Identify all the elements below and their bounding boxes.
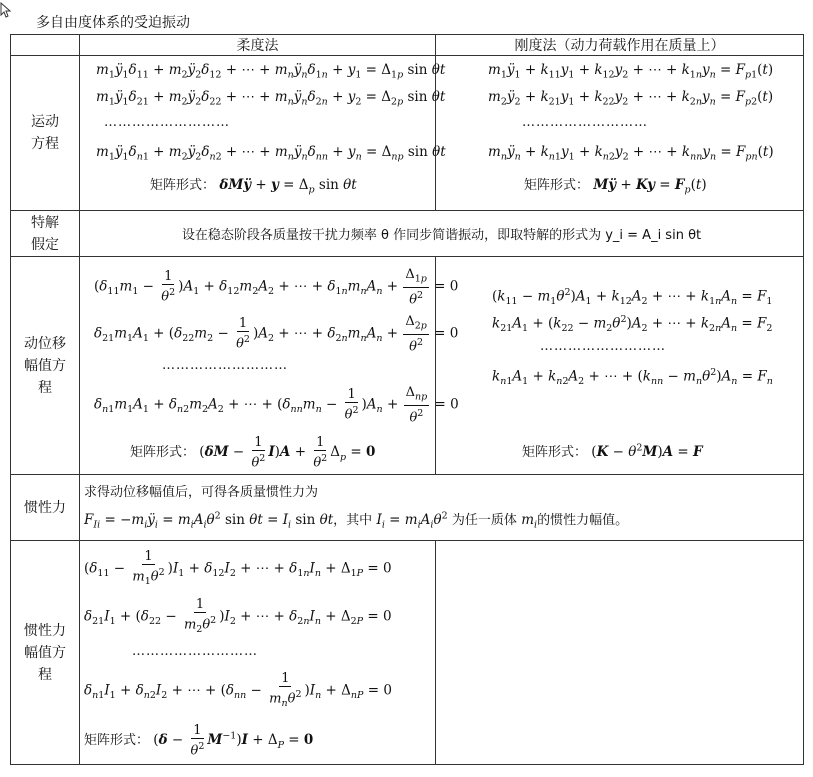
inertia-text-line2: $F_{Ii}$ = $-m_iÿ_i = m_iA_i\theta^2$ $\sin \theta t = I_i$ sin θt，其中 $I_i = m_iA_i\theta^2$ 为任一质体 $m_i$的惯性力幅值。 <box>84 510 629 531</box>
inertia-text-line1: 求得动位移幅值后，可得各质量惯性力为 <box>84 485 319 500</box>
stiff-motion-eq-n: $m_nÿ_n + k_{n1}y_1 + k_{n2}y_2$ + ⋯ + $k_{nn}y_n = F_{pn}(t)$ <box>488 144 774 163</box>
stiff-amp-eq-2: $k_{21}A_1 + (k_{22} - m_2\theta^2)A_2$ + ⋯ + $k_{2n}A_n = F_2$ <box>492 314 773 335</box>
stiff-amp-matrix: 矩阵形式： $(K - \theta^2M)A = F$ <box>522 442 703 460</box>
stiff-motion-cell <box>436 56 804 211</box>
flex-amplitude-cell <box>80 257 459 475</box>
rowhead-motion-eq-label: 运动方程 <box>31 114 59 152</box>
inertia-force-cell <box>80 475 804 541</box>
mouse-cursor-icon <box>0 2 12 18</box>
flex-inertia-eq-n: $\delta_{n1}I_1 + \delta_{n2}I_2$ + ⋯ + ($\delta_{nn}$ − $\frac{1}{m_n\theta^2}$ )$I_n + \Delta_{nP} = 0$ <box>84 671 392 709</box>
flex-motion-matrix: 矩阵形式： δMÿ + $y = \Delta_p$ sin θt <box>150 177 357 196</box>
page-title: 多自由度体系的受迫振动 <box>36 15 190 31</box>
stiff-motion-dots: ……………………… <box>522 115 648 130</box>
corner-cell <box>11 35 80 56</box>
rowhead-amplitude-eq <box>11 257 80 475</box>
flex-inertia-eq-1: ($\delta_{11}$ − $\frac{1}{m_1\theta^2}$ )$I_1 + \delta_{12}I_2$ + ⋯ + $\delta_{1n}I_n + \Delta_{1P} = 0$ <box>84 549 392 587</box>
stiff-motion-matrix: 矩阵形式： Mÿ + $Ky = F_p(t)$ <box>524 177 707 196</box>
stiff-amplitude-cell <box>436 257 804 475</box>
flex-amp-eq-1: ($\delta_{11}m_1$ − $\frac{1}{\theta^2}$ )$A_1 + \delta_{12}m_2A_2$ + ⋯ + $\delta_{1n}m_nA_n$ + $\frac{\Delta_{1p}}{\theta^2}$ = 0 <box>94 267 459 307</box>
flex-motion-eq-n: $m_1ÿ_1\delta_{n1}$ + $m_2ÿ_2\delta_{n2}$ + ⋯ + $m_nÿ_n\delta_{nn} + y_n = \Delta_{np}$ sin θt <box>96 144 446 163</box>
flex-inertia-amp-cell <box>80 541 436 765</box>
flex-amp-matrix: 矩阵形式： (δM − $\frac{1}{\theta^2}$ I)A + $\frac{1}{\theta^2}$ $\Delta_p = 0$ <box>130 435 376 471</box>
rowhead-inertia-force-label: 惯性力 <box>24 499 66 516</box>
rowhead-special-solution <box>11 211 80 257</box>
rowhead-inertia-amplitude-eq <box>11 541 80 765</box>
rowhead-amplitude-eq-label: 动位移幅值方程 <box>24 335 66 396</box>
special-solution-cell <box>80 211 804 257</box>
stiff-inertia-amp-cell-empty <box>436 541 804 765</box>
rowhead-special-solution-label: 特解假定 <box>31 214 59 253</box>
flex-inertia-eq-2: $\delta_{21}I_1 + (\delta_{22}$ − $\frac{1}{m_2\theta^2}$ )$I_2$ + ⋯ + $\delta_{2n}I_n + \Delta_{2P} = 0$ <box>84 597 392 635</box>
stiff-motion-eq-2: $m_2ÿ_2 + k_{21}y_1 + k_{22}y_2$ + ⋯ + $k_{2n}y_n = F_{p2}(t)$ <box>488 89 774 108</box>
flex-motion-cell <box>80 56 446 211</box>
matrix-form-label: 矩阵形式： <box>522 445 588 460</box>
matrix-form-label: 矩阵形式： <box>130 445 196 461</box>
flex-amp-eq-n: $\delta_{n1}m_1A_1 + \delta_{n2}m_2A_2$ + ⋯ + ($\delta_{nn}m_n$ − $\frac{1}{\theta^2}$ )$A_n$ + $\frac{\Delta_{np}}{\theta^2}$ = 0 <box>94 385 459 425</box>
flex-motion-eq-2: $m_1ÿ_1\delta_{21}$ + $m_2ÿ_2\delta_{22}$ + ⋯ + $m_nÿ_n\delta_{2n} + y_2 = \Delta_{2p}$ sin θt <box>96 89 446 108</box>
inertia-text-end: 为任一质体 <box>451 513 517 528</box>
flex-amp-eq-2: $\delta_{21}m_1A_1 + (\delta_{22}m_2$ − $\frac{1}{\theta^2}$ )$A_2$ + ⋯ + $\delta_{2n}m_nA_n$ + $\frac{\Delta_{2p}}{\theta^2}$ = 0 <box>94 314 459 354</box>
rowhead-motion-eq <box>11 56 80 211</box>
matrix-form-label: 矩阵形式： <box>524 178 590 193</box>
header-stiffness: 刚度法（动力荷载作用在质量上） <box>436 35 804 56</box>
forced-vibration-table <box>10 34 804 765</box>
header-flexibility: 柔度法 <box>80 35 436 56</box>
flex-inertia-matrix: 矩阵形式： (δ − $\frac{1}{\theta^2}$ $M^{-1})I + \Delta_P = 0$ <box>84 723 314 759</box>
stiff-amp-eq-n: $k_{n1}A_1 + k_{n2}A_2$ + ⋯ + $(k_{nn} - m_n\theta^2)A_n = F_n$ <box>492 367 773 388</box>
matrix-form-label: 矩阵形式： <box>84 733 150 749</box>
flex-motion-eq-1: $m_1ÿ_1\delta_{11}$ + $m_2ÿ_2\delta_{12}$ + ⋯ + $m_nÿ_n\delta_{1n} + y_1 = \Delta_{1p}$ sin θt <box>96 62 446 81</box>
flex-motion-dots: ……………………… <box>104 115 230 130</box>
inertia-text-mid: ，其中 <box>333 513 373 528</box>
stiff-amp-dots: ……………………… <box>540 339 666 354</box>
stiff-amp-eq-1: $(k_{11} - m_1\theta^2)A_1 + k_{12}A_2$ + ⋯ + $k_{1n}A_n = F_1$ <box>492 287 773 308</box>
special-solution-text: 设在稳态阶段各质量按干扰力频率 θ 作同步简谐振动，即取特解的形式为 y_i = A_i sin θt <box>181 228 702 243</box>
flex-amp-dots: ……………………… <box>162 358 288 373</box>
rowhead-inertia-amplitude-eq-label: 惯性力幅值方程 <box>24 622 66 683</box>
rowhead-inertia-force <box>11 475 80 541</box>
inertia-text-tail: 的惯性力幅值。 <box>537 513 629 528</box>
stiff-motion-eq-1: $m_1ÿ_1 + k_{11}y_1 + k_{12}y_2$ + ⋯ + $k_{1n}y_n = F_{p1}(t)$ <box>488 62 774 81</box>
flex-inertia-dots: ……………………… <box>132 644 258 659</box>
matrix-form-label: 矩阵形式： <box>150 178 216 193</box>
